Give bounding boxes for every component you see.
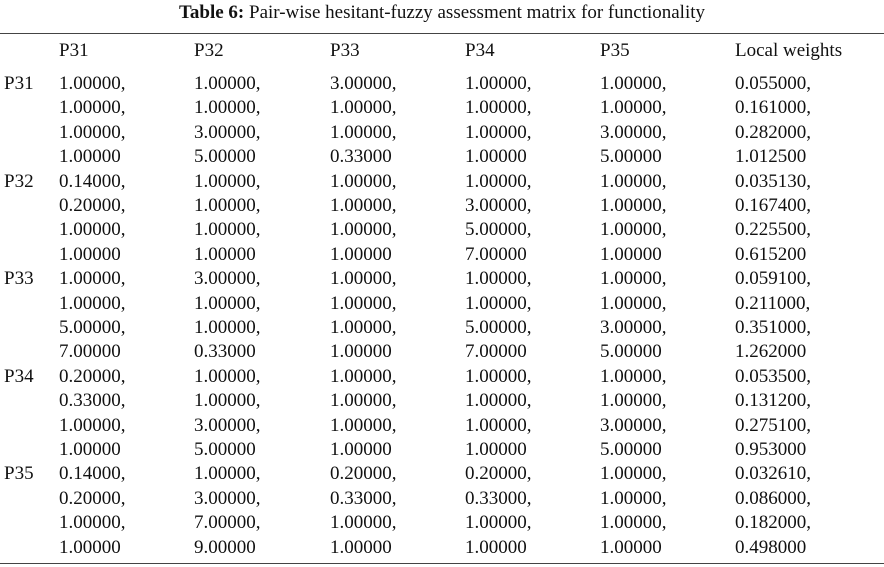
cell-value: 1.00000: [59, 439, 121, 461]
cell-value: 1.00000,: [330, 121, 397, 143]
column-header-local-weights: Local weights: [735, 40, 843, 61]
table-caption: [0, 3, 884, 23]
table-cell-p31: [59, 462, 126, 560]
cell-value: 1.00000,: [600, 170, 667, 192]
cell-value: 1.00000: [465, 146, 527, 168]
cell-value: 3.00000,: [194, 487, 261, 509]
table-cell-p33: [330, 267, 397, 365]
cell-value: 5.00000: [600, 439, 662, 461]
cell-value: 1.00000,: [465, 512, 532, 534]
table-cell-p34: [465, 365, 532, 463]
cell-value: 1.00000,: [465, 170, 532, 192]
cell-value: 0.33000,: [59, 390, 126, 412]
table-cell-p33: [330, 72, 397, 170]
cell-value: 1.00000,: [465, 414, 532, 436]
cell-value: 0.14000,: [59, 170, 126, 192]
cell-value: 1.00000,: [600, 365, 667, 387]
column-header-p34: P34: [465, 40, 495, 61]
cell-value: 7.00000: [59, 341, 121, 363]
cell-value: 1.00000: [330, 536, 392, 558]
cell-value: 0.035130,: [735, 170, 811, 192]
table-cell-p32: [194, 170, 261, 268]
table-cell-p35: [600, 170, 667, 268]
cell-value: 1.00000,: [600, 219, 667, 241]
table-cell-local-weights: [735, 462, 811, 560]
cell-value: 1.00000,: [600, 195, 667, 216]
row-label: P31: [4, 73, 34, 94]
cell-value: 1.00000,: [194, 195, 261, 216]
cell-value: 1.00000: [600, 243, 662, 265]
cell-value: 1.00000,: [465, 268, 532, 290]
table-cell-p31: [59, 72, 126, 170]
cell-value: 1.00000,: [330, 219, 397, 241]
cell-value: 1.00000,: [194, 317, 261, 338]
cell-value: 1.00000,: [59, 97, 126, 119]
cell-value: 5.00000,: [465, 219, 532, 241]
cell-value: 1.262000: [735, 341, 807, 363]
cell-value: 0.282000,: [735, 121, 811, 143]
cell-value: 0.167400,: [735, 195, 811, 216]
cell-value: 1.00000,: [194, 170, 261, 192]
cell-value: 1.00000,: [59, 268, 126, 290]
cell-value: 1.00000: [330, 243, 392, 265]
cell-value: 1.00000,: [600, 268, 667, 290]
cell-value: 0.053500,: [735, 365, 811, 387]
cell-value: 5.00000: [600, 341, 662, 363]
cell-value: 0.953000: [735, 439, 807, 461]
table-cell-p33: [330, 462, 397, 560]
cell-value: 0.211000,: [735, 292, 811, 314]
cell-value: 1.012500: [735, 146, 807, 168]
cell-value: 5.00000: [194, 146, 256, 168]
table-cell-p35: [600, 365, 667, 463]
table-cell-p32: [194, 267, 261, 365]
cell-value: 1.00000,: [59, 512, 126, 534]
cell-value: 1.00000: [194, 243, 256, 265]
table-cell-local-weights: [735, 267, 811, 365]
cell-value: 3.00000,: [600, 121, 667, 143]
cell-value: 1.00000,: [465, 97, 532, 119]
cell-value: 0.275100,: [735, 414, 811, 436]
cell-value: 1.00000,: [194, 219, 261, 241]
cell-value: 1.00000: [330, 439, 392, 461]
cell-value: 1.00000,: [59, 292, 126, 314]
table-bottom-rule: [0, 563, 884, 564]
table-top-rule: [0, 33, 884, 34]
cell-value: 1.00000,: [330, 195, 397, 216]
cell-value: 1.00000,: [59, 121, 126, 143]
row-label: P35: [4, 463, 34, 485]
table-cell-p34: [465, 72, 532, 170]
cell-value: 5.00000,: [465, 317, 532, 338]
cell-value: 1.00000,: [194, 463, 261, 485]
cell-value: 3.00000,: [194, 414, 261, 436]
cell-value: 1.00000,: [330, 390, 397, 412]
table-cell-local-weights: [735, 170, 811, 268]
table-cell-p32: [194, 72, 261, 170]
cell-value: 0.161000,: [735, 97, 811, 119]
cell-value: 1.00000,: [194, 97, 261, 119]
cell-value: 1.00000: [59, 243, 121, 265]
cell-value: 1.00000,: [600, 292, 667, 314]
cell-value: 1.00000,: [600, 97, 667, 119]
cell-value: 1.00000,: [194, 365, 261, 387]
table-caption-text: Pair-wise hesitant-fuzzy assessment matrix for functionality: [249, 2, 706, 23]
cell-value: 0.14000,: [59, 463, 126, 485]
cell-value: 7.00000,: [194, 512, 261, 534]
table-cell-p32: [194, 462, 261, 560]
cell-value: 0.33000: [194, 341, 256, 363]
cell-value: 1.00000: [600, 536, 662, 558]
cell-value: 0.225500,: [735, 219, 811, 241]
cell-value: 1.00000,: [194, 390, 261, 412]
cell-value: 1.00000,: [59, 73, 126, 94]
cell-value: 1.00000,: [330, 97, 397, 119]
table-cell-p35: [600, 72, 667, 170]
cell-value: 1.00000: [465, 439, 527, 461]
cell-value: 1.00000,: [600, 512, 667, 534]
cell-value: 0.131200,: [735, 390, 811, 412]
column-header-p33: P33: [330, 40, 360, 61]
cell-value: 1.00000,: [330, 268, 397, 290]
cell-value: 0.032610,: [735, 463, 811, 485]
cell-value: 0.498000: [735, 536, 807, 558]
column-header-p35: P35: [600, 40, 630, 61]
cell-value: 1.00000,: [465, 292, 532, 314]
cell-value: 1.00000,: [600, 390, 667, 412]
cell-value: 3.00000,: [194, 121, 261, 143]
cell-value: 1.00000,: [330, 170, 397, 192]
cell-value: 0.20000,: [59, 195, 126, 216]
cell-value: 0.20000,: [330, 463, 397, 485]
cell-value: 1.00000,: [59, 219, 126, 241]
cell-value: 0.33000,: [465, 487, 532, 509]
cell-value: 1.00000: [330, 341, 392, 363]
table-cell-p31: [59, 170, 126, 268]
table-cell-p32: [194, 365, 261, 463]
cell-value: 7.00000: [465, 243, 527, 265]
cell-value: 1.00000,: [330, 292, 397, 314]
cell-value: 1.00000,: [330, 365, 397, 387]
cell-value: 1.00000,: [465, 121, 532, 143]
cell-value: 0.086000,: [735, 487, 811, 509]
row-label: P34: [4, 365, 34, 387]
cell-value: 1.00000,: [330, 512, 397, 534]
cell-value: 0.615200: [735, 243, 807, 265]
cell-value: 1.00000: [465, 536, 527, 558]
cell-value: 3.00000,: [330, 73, 397, 94]
column-header-p32: P32: [194, 40, 224, 61]
cell-value: 1.00000,: [330, 414, 397, 436]
cell-value: 0.182000,: [735, 512, 811, 534]
cell-value: 1.00000: [59, 536, 121, 558]
table-cell-p34: [465, 267, 532, 365]
cell-value: 9.00000: [194, 536, 256, 558]
cell-value: 3.00000,: [600, 414, 667, 436]
cell-value: 1.00000,: [600, 463, 667, 485]
cell-value: 0.20000,: [59, 365, 126, 387]
cell-value: 3.00000,: [465, 195, 532, 216]
table-caption-label: Table 6:: [178, 2, 245, 23]
cell-value: 0.33000: [330, 146, 392, 168]
table-cell-p31: [59, 267, 126, 365]
cell-value: 1.00000,: [600, 487, 667, 509]
table-cell-local-weights: [735, 365, 811, 463]
cell-value: 0.059100,: [735, 268, 811, 290]
cell-value: 3.00000,: [194, 268, 261, 290]
cell-value: 0.20000,: [59, 487, 126, 509]
row-label: P32: [4, 170, 34, 192]
table-cell-p35: [600, 462, 667, 560]
cell-value: 5.00000,: [59, 317, 126, 338]
table-cell-local-weights: [735, 72, 811, 170]
cell-value: 1.00000: [59, 146, 121, 168]
cell-value: 1.00000,: [194, 292, 261, 314]
cell-value: 1.00000,: [465, 365, 532, 387]
table-cell-p34: [465, 462, 532, 560]
cell-value: 1.00000,: [194, 73, 261, 94]
cell-value: 0.20000,: [465, 463, 532, 485]
cell-value: 1.00000,: [465, 73, 532, 94]
cell-value: 1.00000,: [330, 317, 397, 338]
column-header-p31: P31: [59, 40, 89, 61]
table-cell-p33: [330, 170, 397, 268]
table-cell-p35: [600, 267, 667, 365]
table-cell-p34: [465, 170, 532, 268]
cell-value: 0.33000,: [330, 487, 397, 509]
cell-value: 0.055000,: [735, 73, 811, 94]
cell-value: 7.00000: [465, 341, 527, 363]
cell-value: 5.00000: [194, 439, 256, 461]
cell-value: 1.00000,: [59, 414, 126, 436]
cell-value: 0.351000,: [735, 317, 811, 338]
cell-value: 1.00000,: [465, 390, 532, 412]
table-cell-p31: [59, 365, 126, 463]
table-cell-p33: [330, 365, 397, 463]
cell-value: 5.00000: [600, 146, 662, 168]
cell-value: 3.00000,: [600, 317, 667, 338]
row-label: P33: [4, 268, 34, 290]
cell-value: 1.00000,: [600, 73, 667, 94]
